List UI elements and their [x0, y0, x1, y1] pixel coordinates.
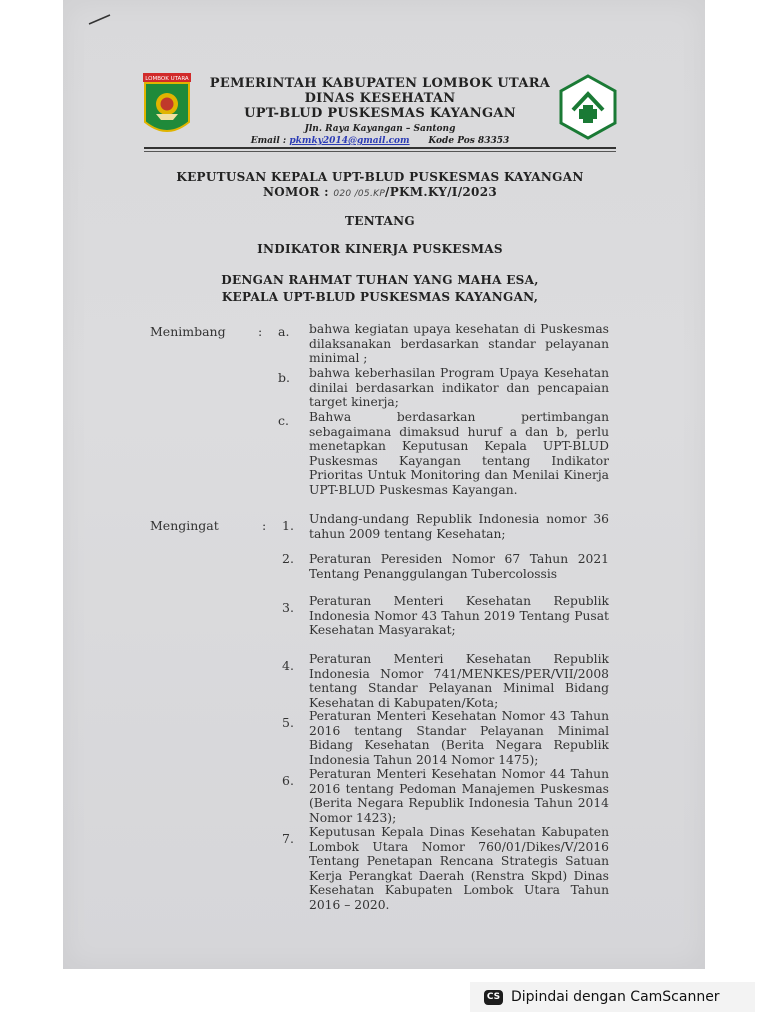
legal-basis-item: Keputusan Kepala Dinas Kesehatan Kabupaten Lombok Utara Nomor 760/01/Dikes/V/2016 Tentang Penetapan Rencana Strategis Satuan Kerja Perangkat Daerah (Renstra Skpd) Dinas Kesehatan Kabupaten Lombok Utara Tahun 2016 – 2020. — [309, 825, 609, 912]
pen-mark — [88, 12, 112, 26]
colon: : — [258, 324, 263, 339]
consideration-item: Bahwa berdasarkan pertimbangan sebagaimana dimaksud huruf a dan b, perlu menetapkan Keputusan Kepala UPT-BLUD Puskesmas Kayangan tentang Indikator Prioritas Untuk Monitoring dan Menilai Kinerja UPT-BLUD Puskesmas Kayangan. — [309, 410, 609, 497]
item-marker: 1. — [282, 518, 294, 533]
item-marker: b. — [278, 370, 290, 385]
lombok-utara-emblem — [142, 72, 192, 140]
decree-about: TENTANG — [345, 214, 415, 228]
colon: : — [262, 518, 267, 533]
item-marker: a. — [278, 324, 290, 339]
letterhead-address: Jln. Raya Kayangan – Santong — [304, 124, 456, 134]
decree-number-handwritten: 020 /05.KP — [333, 189, 386, 199]
letterhead-contact — [200, 135, 560, 147]
camscanner-icon: CS — [484, 990, 503, 1005]
decree-number-prefix: NOMOR : — [263, 185, 329, 199]
legal-basis-item: Peraturan Peresiden Nomor 67 Tahun 2021 Tentang Penanggulangan Tubercolossis — [309, 552, 609, 581]
section-label-mengingat: Mengingat — [150, 518, 219, 533]
camscanner-watermark — [470, 982, 755, 1012]
letterhead-rule-thick — [144, 147, 616, 149]
letterhead-line-department: DINAS KESEHATAN — [304, 91, 456, 106]
legal-basis-item: Peraturan Menteri Kesehatan Nomor 44 Tahun 2016 tentang Pedoman Manajemen Puskesmas (Berita Negara Republik Indonesia Tahun 2014 Nomor 1423); — [309, 767, 609, 825]
item-marker: c. — [278, 413, 289, 428]
decree-opening-2: KEPALA UPT-BLUD PUSKESMAS KAYANGAN, — [221, 290, 539, 304]
letterhead-rule-thin — [144, 151, 616, 152]
item-marker: 5. — [282, 715, 294, 730]
puskesmas-emblem — [559, 74, 617, 140]
decree-number-suffix: /PKM.KY/I/2023 — [385, 185, 497, 199]
decree-title: KEPUTUSAN KEPALA UPT-BLUD PUSKESMAS KAYANGAN — [176, 170, 584, 184]
item-marker: 3. — [282, 600, 294, 615]
item-marker: 4. — [282, 658, 294, 673]
camscanner-text: Dipindai dengan CamScanner — [511, 989, 720, 1005]
legal-basis-item: Undang-undang Republik Indonesia nomor 36 tahun 2009 tentang Kesehatan; — [309, 512, 609, 541]
section-label-menimbang: Menimbang — [150, 324, 226, 339]
legal-basis-item: Peraturan Menteri Kesehatan Republik Indonesia Nomor 43 Tahun 2019 Tentang Pusat Kesehatan Masyarakat; — [309, 594, 609, 637]
emblem-text: LOMBOK UTARA — [145, 76, 189, 82]
consideration-item: bahwa keberhasilan Program Upaya Kesehatan dinilai berdasarkan indikator dan pencapaian target kinerja; — [309, 366, 609, 409]
legal-basis-item: Peraturan Menteri Kesehatan Republik Indonesia Nomor 741/MENKES/PER/VII/2008 tentang Standar Pelayanan Minimal Bidang Kesehatan di Kabupaten/Kota; — [309, 652, 609, 710]
email-label: Email : — [250, 136, 287, 146]
email-link[interactable]: pkmky2014@gmail.com — [289, 136, 410, 146]
decree-opening-1: DENGAN RAHMAT TUHAN YANG MAHA ESA, — [221, 273, 539, 287]
decree-subject: INDIKATOR KINERJA PUSKESMAS — [257, 242, 503, 256]
item-marker: 2. — [282, 551, 294, 566]
letterhead-line-government: PEMERINTAH KABUPATEN LOMBOK UTARA — [209, 76, 551, 91]
letterhead-line-puskesmas: UPT-BLUD PUSKESMAS KAYANGAN — [244, 106, 516, 121]
consideration-item: bahwa kegiatan upaya kesehatan di Puskesmas dilaksanakan berdasarkan standar pelayanan minimal ; — [309, 322, 609, 365]
item-marker: 6. — [282, 773, 294, 788]
decree-number — [150, 185, 610, 199]
postal-code: Kode Pos 83353 — [428, 136, 510, 146]
item-marker: 7. — [282, 831, 294, 846]
legal-basis-item: Peraturan Menteri Kesehatan Nomor 43 Tahun 2016 tentang Standar Pelayanan Minimal Bidang Kesehatan (Berita Negara Republik Indonesia Tahun 2014 Nomor 1475); — [309, 709, 609, 767]
letterhead — [200, 76, 560, 147]
